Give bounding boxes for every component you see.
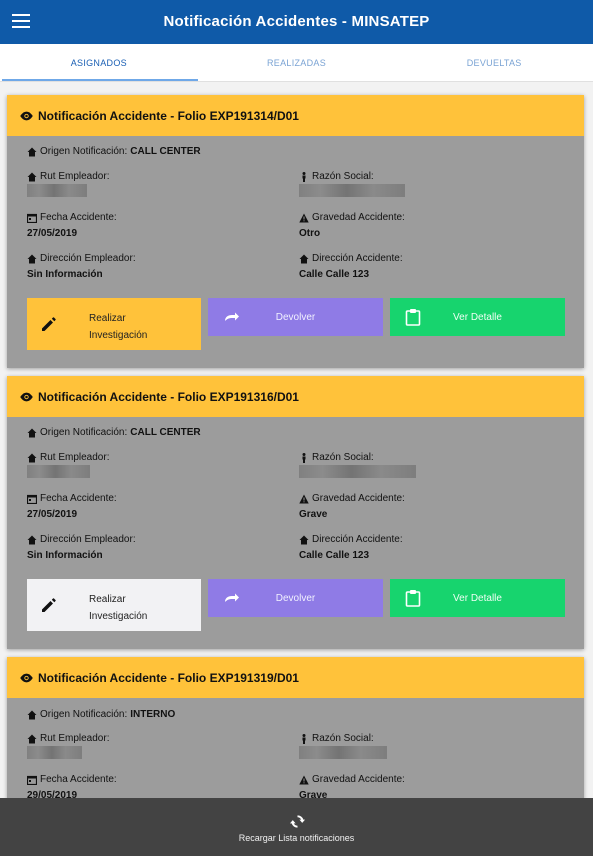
devolver-button[interactable]: Devolver [208, 579, 383, 617]
eye-icon [19, 111, 34, 121]
warning-icon [299, 494, 309, 504]
home-icon [27, 535, 37, 545]
razon-redacted [299, 465, 416, 478]
card-title: Notificación Accidente - Folio EXP191319/D01 [38, 670, 299, 685]
notification-list [0, 82, 593, 798]
ver-detalle-button[interactable]: Ver Detalle [390, 579, 565, 617]
fecha-field: Fecha Accidente: 27/05/2019 [27, 212, 117, 239]
person-icon [299, 734, 309, 744]
realizar-investigacion-button[interactable]: Realizar Investigación [27, 298, 201, 350]
calendar-icon [27, 775, 37, 785]
razon-redacted [299, 184, 405, 197]
calendar-icon [27, 494, 37, 504]
dir-empleador-value: Sin Información [27, 269, 103, 280]
dir-accidente-value: Calle Calle 123 [299, 550, 370, 561]
fecha-value: 29/05/2019 [27, 790, 78, 798]
ver-detalle-button[interactable]: Ver Detalle [390, 298, 565, 336]
notification-card [7, 657, 584, 798]
redo-icon [222, 308, 240, 326]
redo-icon [222, 589, 240, 607]
gravedad-value: Otro [299, 228, 321, 239]
dir-accidente-field: Dirección Accidente: Calle Calle 123 [299, 253, 403, 280]
gravedad-field: Gravedad Accidente: Otro [299, 212, 405, 239]
app-title: Notificación Accidentes - MINSATEP [163, 13, 430, 30]
fecha-value: 27/05/2019 [27, 509, 78, 520]
rut-field: Rut Empleador: [27, 733, 109, 759]
reload-label: Recargar Lista notificaciones [238, 833, 355, 843]
dir-empleador-field: Dirección Empleador: Sin Información [27, 534, 136, 561]
card-header [7, 657, 584, 698]
tab-realizadas[interactable]: REALIZADAS [266, 58, 327, 68]
gravedad-value: Grave [299, 790, 328, 798]
pencil-icon [41, 597, 57, 613]
app-bar [0, 0, 593, 44]
home-icon [27, 734, 37, 744]
eye-icon [19, 392, 34, 402]
tab-devueltas[interactable]: DEVUELTAS [466, 58, 522, 68]
tab-asignados[interactable]: ASIGNADOS [0, 44, 198, 81]
card-title: Notificación Accidente - Folio EXP191314/D01 [38, 108, 299, 123]
fecha-value: 27/05/2019 [27, 228, 78, 239]
warning-icon [299, 775, 309, 785]
tab-bar [0, 44, 593, 82]
origen-field: Origen Notificación: CALL CENTER [27, 146, 201, 157]
reload-button[interactable] [0, 798, 593, 856]
origen-value: CALL CENTER [130, 146, 201, 157]
person-icon [299, 172, 309, 182]
gravedad-value: Grave [299, 509, 328, 520]
notification-card [7, 95, 584, 368]
home-icon [27, 428, 37, 438]
clipboard-icon [404, 308, 422, 326]
dir-empleador-value: Sin Información [27, 550, 103, 561]
fecha-field: Fecha Accidente: 27/05/2019 [27, 493, 117, 520]
calendar-icon [27, 213, 37, 223]
card-title: Notificación Accidente - Folio EXP191316/D01 [38, 389, 299, 404]
pencil-icon [41, 316, 57, 332]
warning-icon [299, 213, 309, 223]
rut-field: Rut Empleador: [27, 171, 109, 197]
home-icon [27, 172, 37, 182]
gravedad-field: Gravedad Accidente: Grave [299, 493, 405, 520]
home-icon [27, 710, 37, 720]
origen-field: Origen Notificación: INTERNO [27, 709, 175, 720]
person-icon [299, 453, 309, 463]
home-icon [27, 453, 37, 463]
origen-value: INTERNO [130, 709, 176, 720]
rut-redacted [27, 465, 90, 478]
home-icon [27, 254, 37, 264]
rut-redacted [27, 746, 82, 759]
origen-value: CALL CENTER [130, 427, 201, 438]
card-header [7, 95, 584, 136]
realizar-investigacion-button[interactable]: Realizar Investigación [27, 579, 201, 631]
notification-card [7, 376, 584, 649]
card-header [7, 376, 584, 417]
razon-redacted [299, 746, 387, 759]
rut-redacted [27, 184, 87, 197]
gravedad-field: Gravedad Accidente: Grave [299, 774, 405, 798]
home-icon [27, 147, 37, 157]
dir-accidente-value: Calle Calle 123 [299, 269, 370, 280]
home-icon [299, 254, 309, 264]
refresh-icon [289, 813, 306, 830]
origen-field: Origen Notificación: CALL CENTER [27, 427, 201, 438]
rut-field: Rut Empleador: [27, 452, 109, 478]
razon-field: Razón Social: [299, 733, 387, 759]
dir-empleador-field: Dirección Empleador: Sin Información [27, 253, 136, 280]
fecha-field: Fecha Accidente: 29/05/2019 [27, 774, 117, 798]
eye-icon [19, 673, 34, 683]
clipboard-icon [404, 589, 422, 607]
dir-accidente-field: Dirección Accidente: Calle Calle 123 [299, 534, 403, 561]
razon-field: Razón Social: [299, 452, 416, 478]
devolver-button[interactable]: Devolver [208, 298, 383, 336]
home-icon [299, 535, 309, 545]
razon-field: Razón Social: [299, 171, 405, 197]
